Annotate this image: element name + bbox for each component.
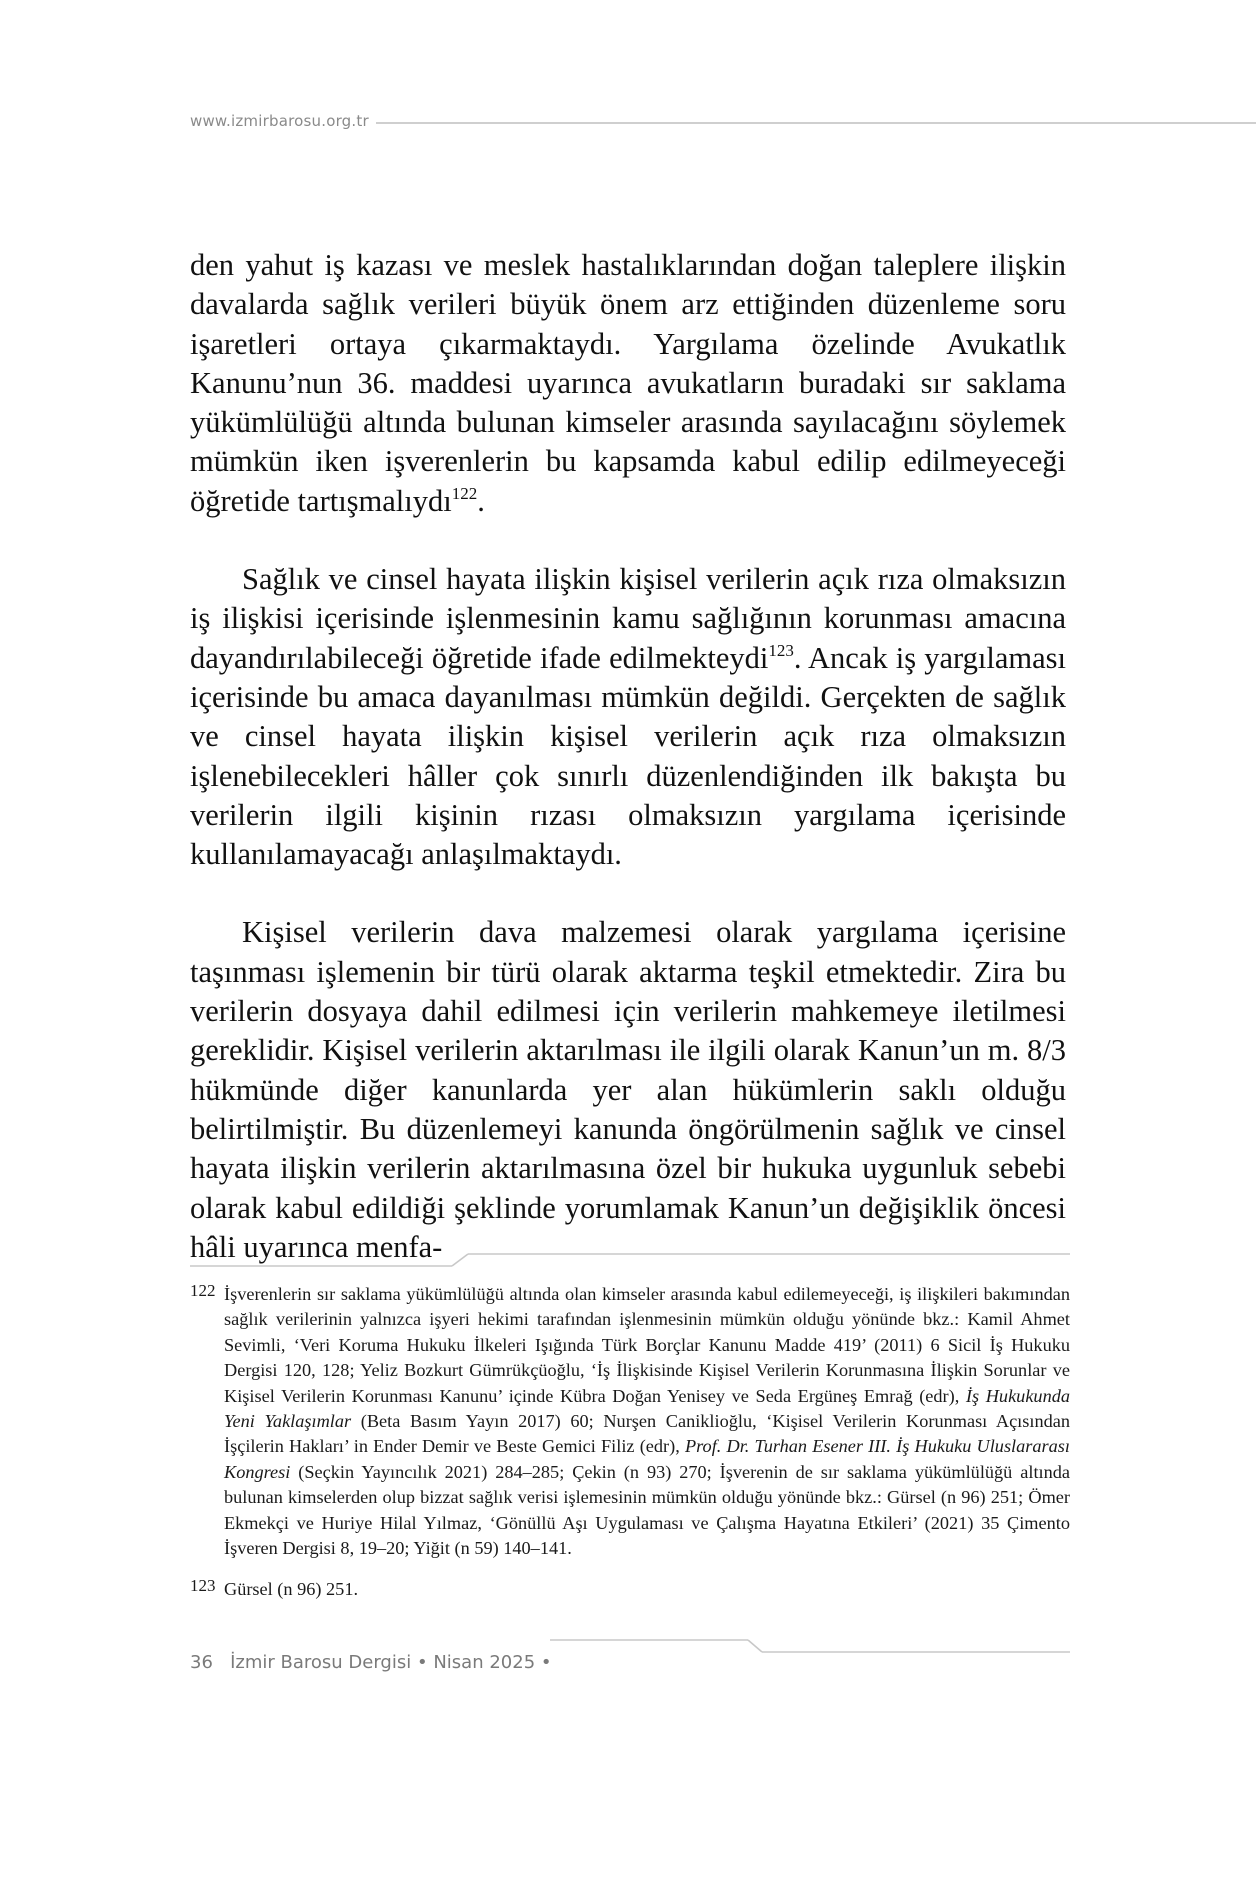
footnote-separator [190, 1252, 1070, 1268]
footer-rule [550, 1638, 1070, 1668]
header-url: www.izmirbarosu.org.tr [190, 112, 369, 130]
footer-bullet-2: • [540, 1652, 552, 1673]
page-number: 36 [190, 1652, 213, 1673]
paragraph-3: Kişisel verilerin dava malzemesi olarak yargılama içerisine taşınması işlemenin bir türü olarak aktarma teşkil etmektedir. Zira bu verilerin dosyaya dahil edilmesi için verilerin mahkemeye iletilmesi gereklidir. Kişisel verilerin aktarılması ile ilgili olarak Kanun’un m. 8/3 hükmünde diğer kanunlarda yer alan hükümlerin saklı olduğu belirtilmiştir. Bu düzenlemeyi kanunda öngörülmenin sağlık ve cinsel hayata ilişkin verilerin aktarılmasına özel bir hukuka uygunluk sebebi olarak kabul edildiği şeklinde yorumlamak Kanun’un değişiklik öncesi hâli uyarınca menfa- [190, 915, 1066, 1264]
footer-bullet-1: • [416, 1652, 428, 1673]
footnote-123-text: Gürsel (n 96) 251. [224, 1579, 359, 1600]
footnote-122-text-1: İşverenlerin sır saklama yükümlülüğü altında olan kimseler arasında kabul edilemeyeceği, iş ilişkileri bakımından sağlık verilerinin yalnızca işyeri hekimi tarafından işlenmesinin mümkün olduğu yönünde bkz.: Kamil Ahmet Sevimli, ‘Veri Koruma Hukuku İlkeleri Işığında Türk Borçlar Kanunu Madde 419’ (2011) 6 Sicil İş Hukuku Dergisi 120, 128; Yeliz Bozkurt Gümrükçüoğlu, ‘İş İlişkisinde Kişisel Verilerin Korunmasına İlişkin Sorunlar ve Kişisel Verilerin Korunması Kanunu’ içinde Kübra Doğan Yenisey ve Seda Ergüneş Emrağ (edr), [224, 1284, 1070, 1406]
footnote-number-123: 123 [190, 1576, 216, 1596]
paragraph-1-text: den yahut iş kazası ve meslek hastalıklarından doğan taleplere ilişkin davalarda sağlık verileri büyük önem arz ettiğinden düzenleme soru işaretleri ortaya çıkarmaktaydı. Yargılama özelinde Avukatlık Kanunu’nun 36. maddesi uyarınca avukatların buradaki sır saklama yükümlülüğü altında bulunan kimseler arasında sayılacağını söylemek mümkün iken işverenlerin bu kapsamda kabul edilip edilmeyeceği öğretide tartışmalıydı [190, 248, 1066, 518]
footnote-122-title-1: İş Hukukunda Yeni Yaklaşımlar [224, 1385, 1070, 1432]
header-rule [376, 122, 1256, 124]
footnotes [190, 1282, 1070, 1603]
page-header [190, 110, 1070, 140]
paragraph-2-text-b: . Ancak iş yargılaması içerisinde bu amaca dayanılması mümkün değildi. Gerçekten de sağlık ve cinsel hayata ilişkin kişisel verilerin açık rıza olmaksızın işlenebilecekleri hâller çok sınırlı düzenlendiğinden ilk bakışta bu verilerin ilgili kişinin rızası olmaksızın yargılama içerisinde kullanılamayacağı anlaşılmaktaydı. [190, 640, 1066, 872]
footnote-122-text-3: (Seçkin Yayıncılık 2021) 284–285; Çekin (n 93) 270; İşverenin de sır saklama yükümlülüğü altında bulunan kimselerden olup bizzat sağlık verisi işlemesinin mümkün olduğu yönünde bkz.: Gürsel (n 96) 251; Ömer Ekmekçi ve Huriye Hilal Yılmaz, ‘Gönüllü Aşı Uygulaması ve Çalışma Hayatına Etkileri’ (2021) 35 Çimento İşveren Dergisi 8, 19–20; Yiğit (n 59) 140–141. [224, 1461, 1070, 1559]
footnote-123 [190, 1577, 1070, 1602]
paragraph-1-end: . [477, 483, 485, 518]
footnote-ref-123[interactable]: 123 [768, 640, 794, 660]
paragraph-2 [190, 560, 1066, 874]
paragraph-2-text-a: Sağlık ve cinsel hayata ilişkin kişisel verilerin açık rıza olmaksızın iş ilişkisi içerisinde işlenmesinin kamu sağlığının korunması amacına dayandırılabileceği öğretide ifade edilmekteydi [190, 562, 1066, 675]
issue-date: Nisan 2025 [433, 1652, 536, 1673]
paragraph-1 [190, 246, 1066, 521]
journal-name: İzmir Barosu Dergisi [230, 1652, 412, 1673]
body-text [190, 246, 1066, 1267]
footnote-122-title-2: Prof. Dr. Turhan Esener III. İş Hukuku Uluslararası Kongresi [224, 1436, 1070, 1482]
footnote-number-122: 122 [190, 1281, 216, 1300]
footnote-122-text-2: (Beta Basım Yayın 2017) 60; Nurşen Caniklioğlu, ‘Kişisel Verilerin Korunması Açısından İşçilerin Hakları’ in Ender Demir ve Beste Gemici Filiz (edr), [224, 1411, 1070, 1457]
page-footer [190, 1652, 1070, 1682]
footnote-ref-122[interactable]: 122 [451, 483, 478, 503]
footnote-122 [190, 1282, 1070, 1561]
footer-text [190, 1652, 552, 1673]
